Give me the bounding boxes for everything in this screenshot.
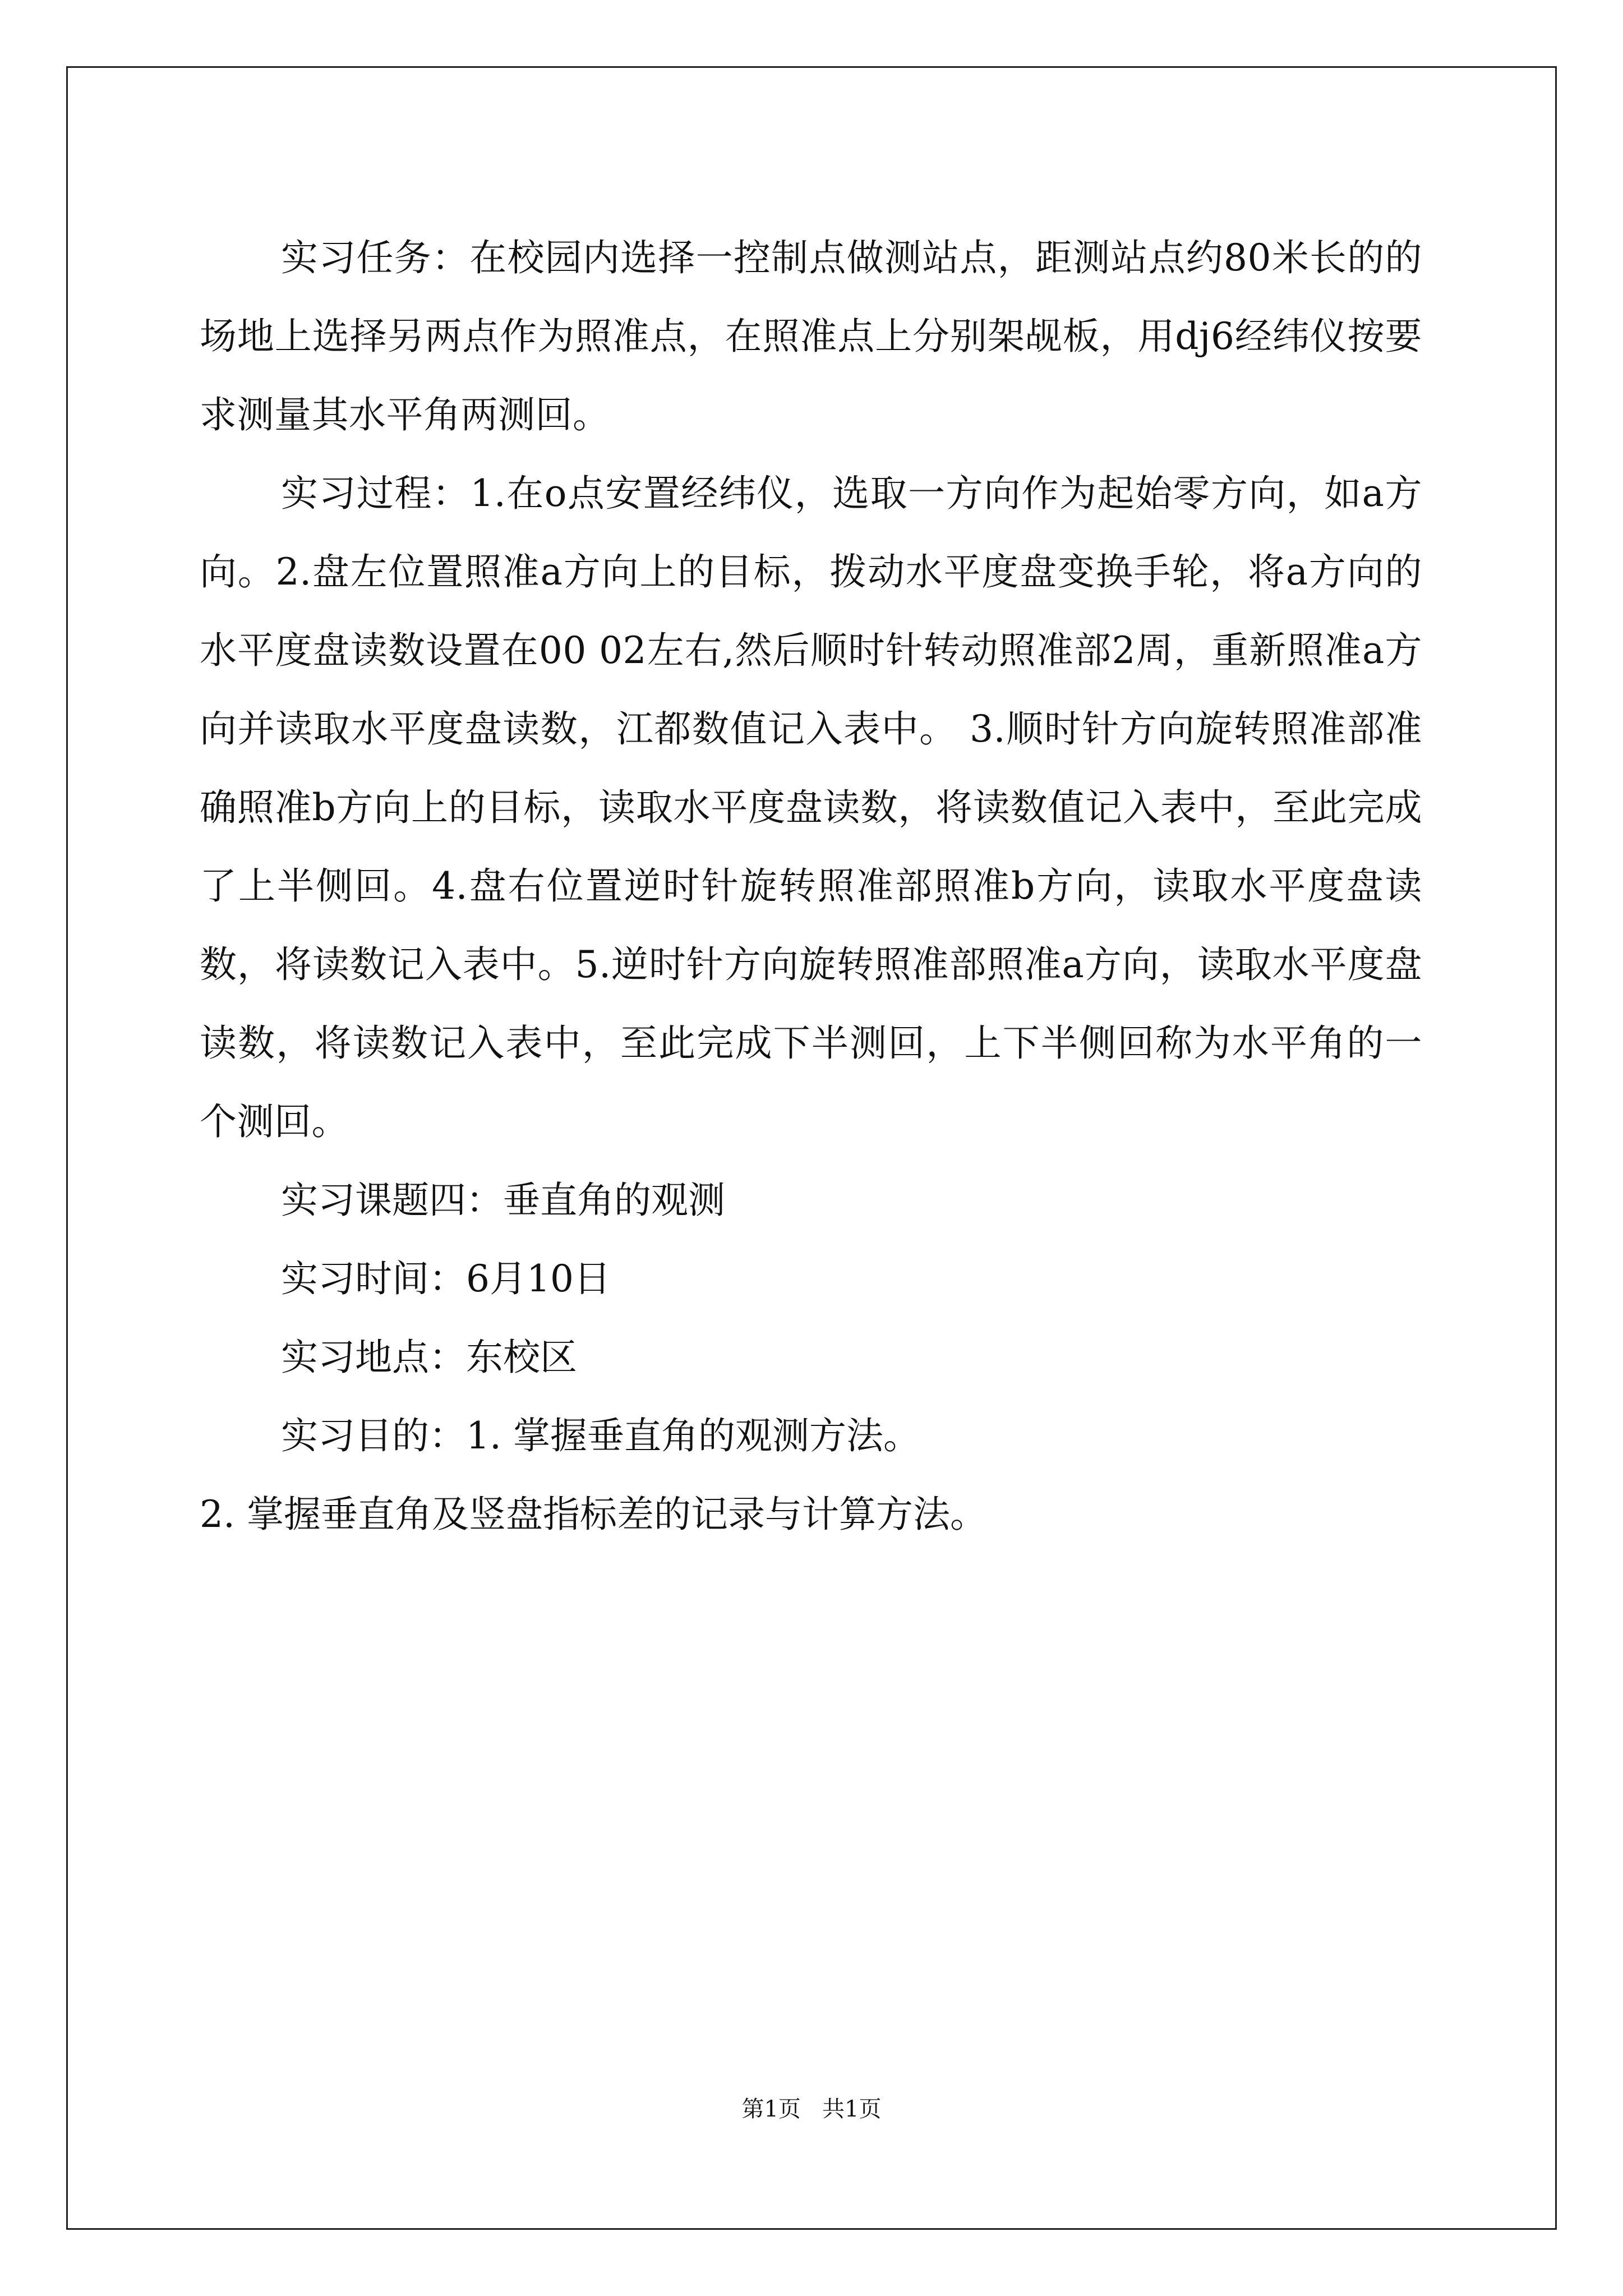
document-body bbox=[200, 219, 1422, 1554]
line-time: 实习时间：6月10日 bbox=[281, 1257, 611, 1300]
paragraph-task: 实习任务：在校园内选择一控制点做测站点，距测站点约80米长的的场地上选择另两点作为照准点，在照准点上分别架觇板，用dj6经纬仪按要求测量其水平角两测回。 bbox=[200, 236, 1422, 436]
line-objective-2: 2. 掌握垂直角及竖盘指标差的记录与计算方法。 bbox=[200, 1493, 987, 1536]
page-footer: 第1页 共1页 bbox=[741, 2096, 882, 2122]
line-location: 实习地点：东校区 bbox=[281, 1336, 577, 1379]
line-objective: 实习目的：1. 掌握垂直角的观测方法。 bbox=[281, 1414, 920, 1457]
paragraph-process: 实习过程：1.在o点安置经纬仪，选取一方向作为起始零方向，如a方向。2.盘左位置照准a方向上的目标，拨动水平度盘变换手轮，将a方向的水平度盘读数设置在00 02左右,然后顺时针转动照准部2周，重新照准a方向并读取水平度盘读数，江都数值记入表中。 3.顺时针方向旋转照准部准确照准b方向上的目标，读取水平度盘读数，将读数值记入表中，至此完成了上半侧回。4.盘右位置逆时针旋转照准部照准b方向，读取水平度盘读数，将读数记入表中。5.逆时针方向旋转照准部照准a方向，读取水平度盘读数，将读数记入表中，至此完成下半测回，上下半侧回称为水平角的一个测回。 bbox=[200, 472, 1422, 1143]
line-topic: 实习课题四：垂直角的观测 bbox=[281, 1179, 725, 1222]
